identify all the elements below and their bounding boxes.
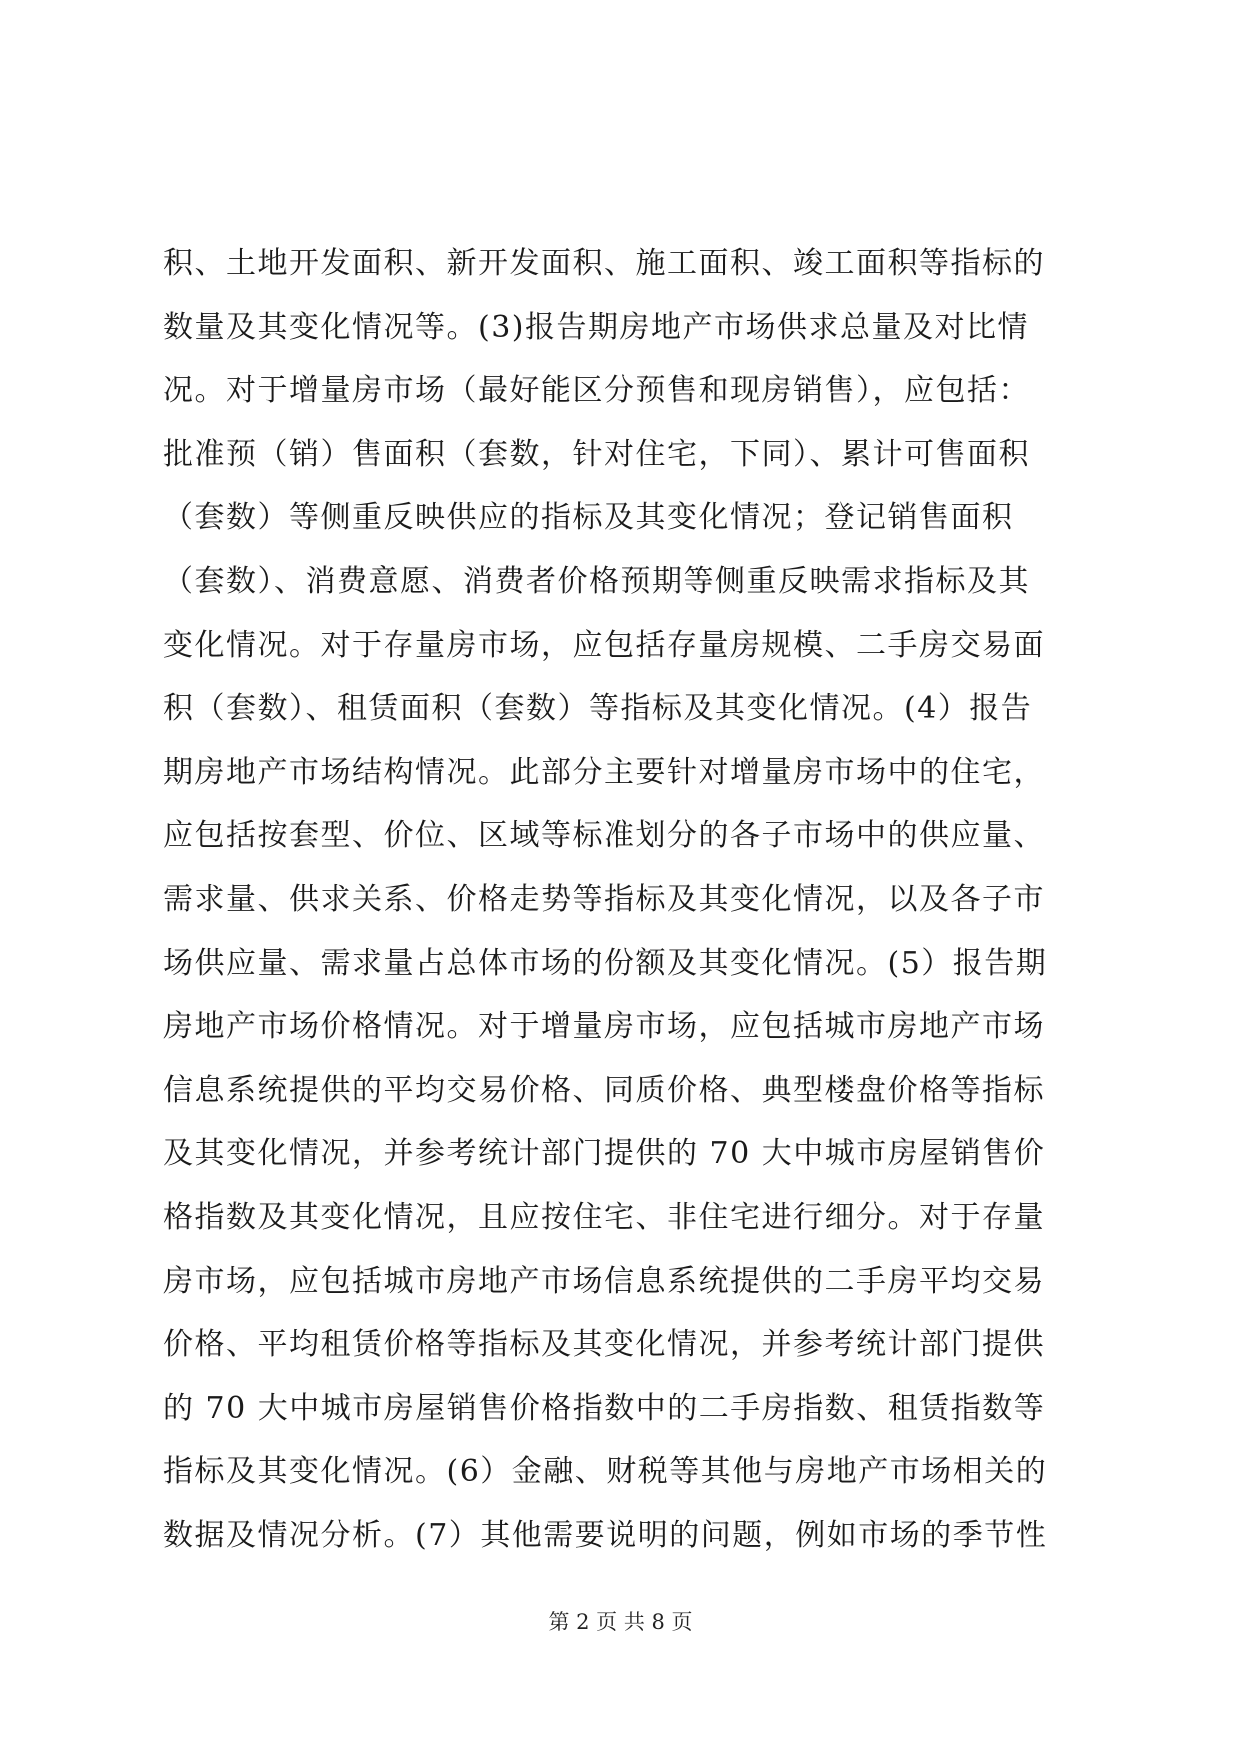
text-line: 信息系统提供的平均交易价格、同质价格、典型楼盘价格等指标 <box>163 1072 1045 1108</box>
body-text <box>163 232 1083 1567</box>
page-number-footer: 第 2 页 共 8 页 <box>548 1610 693 1634</box>
text-line: 需求量、供求关系、价格走势等指标及其变化情况，以及各子市 <box>163 881 1045 917</box>
text-line: 数据及情况分析。(7）其他需要说明的问题，例如市场的季节性 <box>163 1517 1048 1553</box>
text-line: 期房地产市场结构情况。此部分主要针对增量房市场中的住宅， <box>163 754 1045 790</box>
text-line: （套数）等侧重反映供应的指标及其变化情况；登记销售面积 <box>163 500 1014 536</box>
text-line: 积（套数）、租赁面积（套数）等指标及其变化情况。(4）报告 <box>163 691 1033 727</box>
text-line: 房地产市场价格情况。对于增量房市场，应包括城市房地产市场 <box>163 1009 1045 1045</box>
text-line: 价格、平均租赁价格等指标及其变化情况，并参考统计部门提供 <box>163 1327 1045 1363</box>
text-line: 数量及其变化情况等。(3)报告期房地产市场供求总量及对比情 <box>163 309 1029 345</box>
text-line: 的 70 大中城市房屋销售价格指数中的二手房指数、租赁指数等 <box>163 1390 1046 1426</box>
text-line: 指标及其变化情况。(6）金融、财税等其他与房地产市场相关的 <box>163 1454 1048 1490</box>
text-line: 场供应量、需求量占总体市场的份额及其变化情况。(5）报告期 <box>163 945 1048 981</box>
text-line: （套数）、消费意愿、消费者价格预期等侧重反映需求指标及其 <box>163 563 1030 599</box>
text-line: 格指数及其变化情况，且应按住宅、非住宅进行细分。对于存量 <box>163 1199 1045 1235</box>
text-line: 房市场，应包括城市房地产市场信息系统提供的二手房平均交易 <box>163 1263 1045 1299</box>
text-line: 应包括按套型、价位、区域等标准划分的各子市场中的供应量、 <box>163 818 1045 854</box>
text-line: 变化情况。对于存量房市场，应包括存量房规模、二手房交易面 <box>163 627 1045 663</box>
text-line: 及其变化情况，并参考统计部门提供的 70 大中城市房屋销售价 <box>163 1136 1046 1172</box>
text-line: 批准预（销）售面积（套数，针对住宅，下同）、累计可售面积 <box>163 436 1030 472</box>
text-line: 积、土地开发面积、新开发面积、施工面积、竣工面积等指标的 <box>163 246 1045 281</box>
text-line: 况。对于增量房市场（最好能区分预售和现房销售），应包括： <box>163 373 1030 409</box>
